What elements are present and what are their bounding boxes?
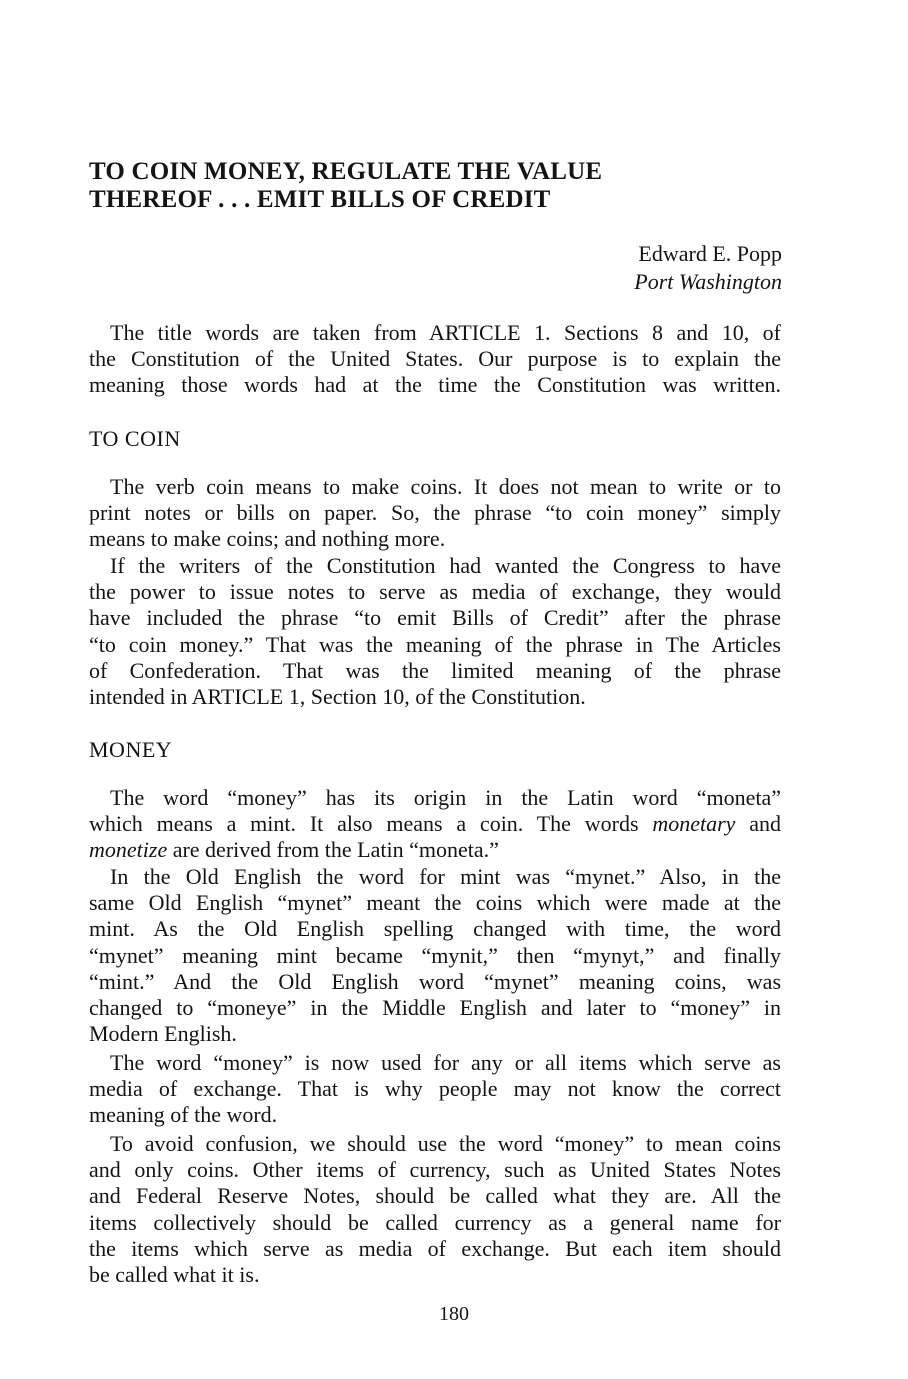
paragraph-line: The word “money” has its origin in the Latin word “moneta”	[110, 785, 781, 810]
paragraph-line: have included the phrase “to emit Bills of Credit” after the phrase	[89, 605, 781, 631]
paragraph-line: “to coin money.” That was the meaning of the phrase in The Articles	[89, 631, 781, 657]
paragraph-line: meaning of the word.	[89, 1102, 278, 1128]
paragraph-line: media of exchange. That is why people may not know the correct	[89, 1076, 781, 1102]
paragraph-line: “mynet” meaning mint became “mynit,” then “mynyt,” and finally	[89, 942, 781, 968]
paragraph-line: mint. As the Old English spelling changed with time, the word	[89, 916, 781, 942]
money-paragraph-3	[89, 1050, 781, 1129]
paragraph-line: same Old English “mynet” meant the coins which were made at the	[89, 890, 781, 916]
paragraph-line: print notes or bills on paper. So, the phrase “to coin money” simply	[89, 500, 781, 526]
emphasized-word: monetize	[89, 837, 168, 863]
paragraph-line: the Constitution of the United States. Our purpose is to explain the	[89, 346, 781, 372]
page-number: 180	[439, 1303, 469, 1325]
paragraph-line: Modern English.	[89, 1021, 237, 1047]
section-heading-to-coin: TO COIN	[89, 426, 181, 451]
paragraph-line: the items which serve as media of exchange. But each item should	[89, 1235, 781, 1261]
byline	[560, 240, 782, 296]
money-paragraph-1	[89, 785, 781, 864]
paragraph-line: intended in ARTICLE 1, Section 10, of the Constitution.	[89, 684, 586, 710]
paragraph-line: In the Old English the word for mint was “mynet.” Also, in the	[110, 864, 781, 889]
author-name: Edward E. Popp	[638, 241, 782, 266]
paragraph-line: The verb coin means to make coins. It does not mean to write or to	[110, 474, 781, 499]
to-coin-paragraph-1	[89, 474, 781, 553]
paragraph-line: of Confederation. That was the limited meaning of the phrase	[89, 657, 781, 683]
section-heading-money: MONEY	[89, 737, 173, 762]
paragraph-line: and only coins. Other items of currency, such as United States Notes	[89, 1157, 781, 1183]
paragraph-line: The title words are taken from ARTICLE 1. Sections 8 and 10, of	[110, 320, 781, 345]
intro-paragraph	[89, 320, 781, 399]
money-paragraph-2	[89, 864, 781, 1047]
paragraph-line: meaning those words had at the time the Constitution was written.	[89, 372, 781, 398]
paragraph-line: To avoid confusion, we should use the word “money” to mean coins	[110, 1131, 781, 1156]
paragraph-line: changed to “moneye” in the Middle English and later to “money” in	[89, 995, 781, 1021]
paragraph-line	[89, 811, 781, 837]
paragraph-line: and Federal Reserve Notes, should be called what they are. All the	[89, 1183, 781, 1209]
paragraph-line: be called what it is.	[89, 1262, 260, 1288]
paragraph-line: The word “money” is now used for any or all items which serve as	[110, 1050, 781, 1075]
text-run: are derived from the Latin “moneta.”	[167, 837, 499, 863]
author-location: Port Washington	[634, 269, 782, 294]
paragraph-line: means to make coins; and nothing more.	[89, 526, 446, 552]
paragraph-line: If the writers of the Constitution had wanted the Congress to have	[110, 553, 781, 578]
paragraph-line: “mint.” And the Old English word “mynet” meaning coins, was	[89, 968, 781, 994]
title-line: THEREOF . . . EMIT BILLS OF CREDIT	[89, 186, 551, 213]
to-coin-paragraph-2	[89, 553, 781, 710]
title-line: TO COIN MONEY, REGULATE THE VALUE	[89, 158, 603, 185]
article-title	[89, 158, 789, 214]
money-paragraph-4	[89, 1131, 781, 1288]
emphasized-word: monetary	[652, 811, 736, 837]
paragraph-line	[89, 837, 781, 863]
text-run: which means a mint. It also means a coin. The words	[89, 811, 653, 837]
paragraph-line: the power to issue notes to serve as media of exchange, they would	[89, 579, 781, 605]
paragraph-line: items collectively should be called currency as a general name for	[89, 1209, 781, 1235]
text-run: and	[735, 811, 782, 837]
